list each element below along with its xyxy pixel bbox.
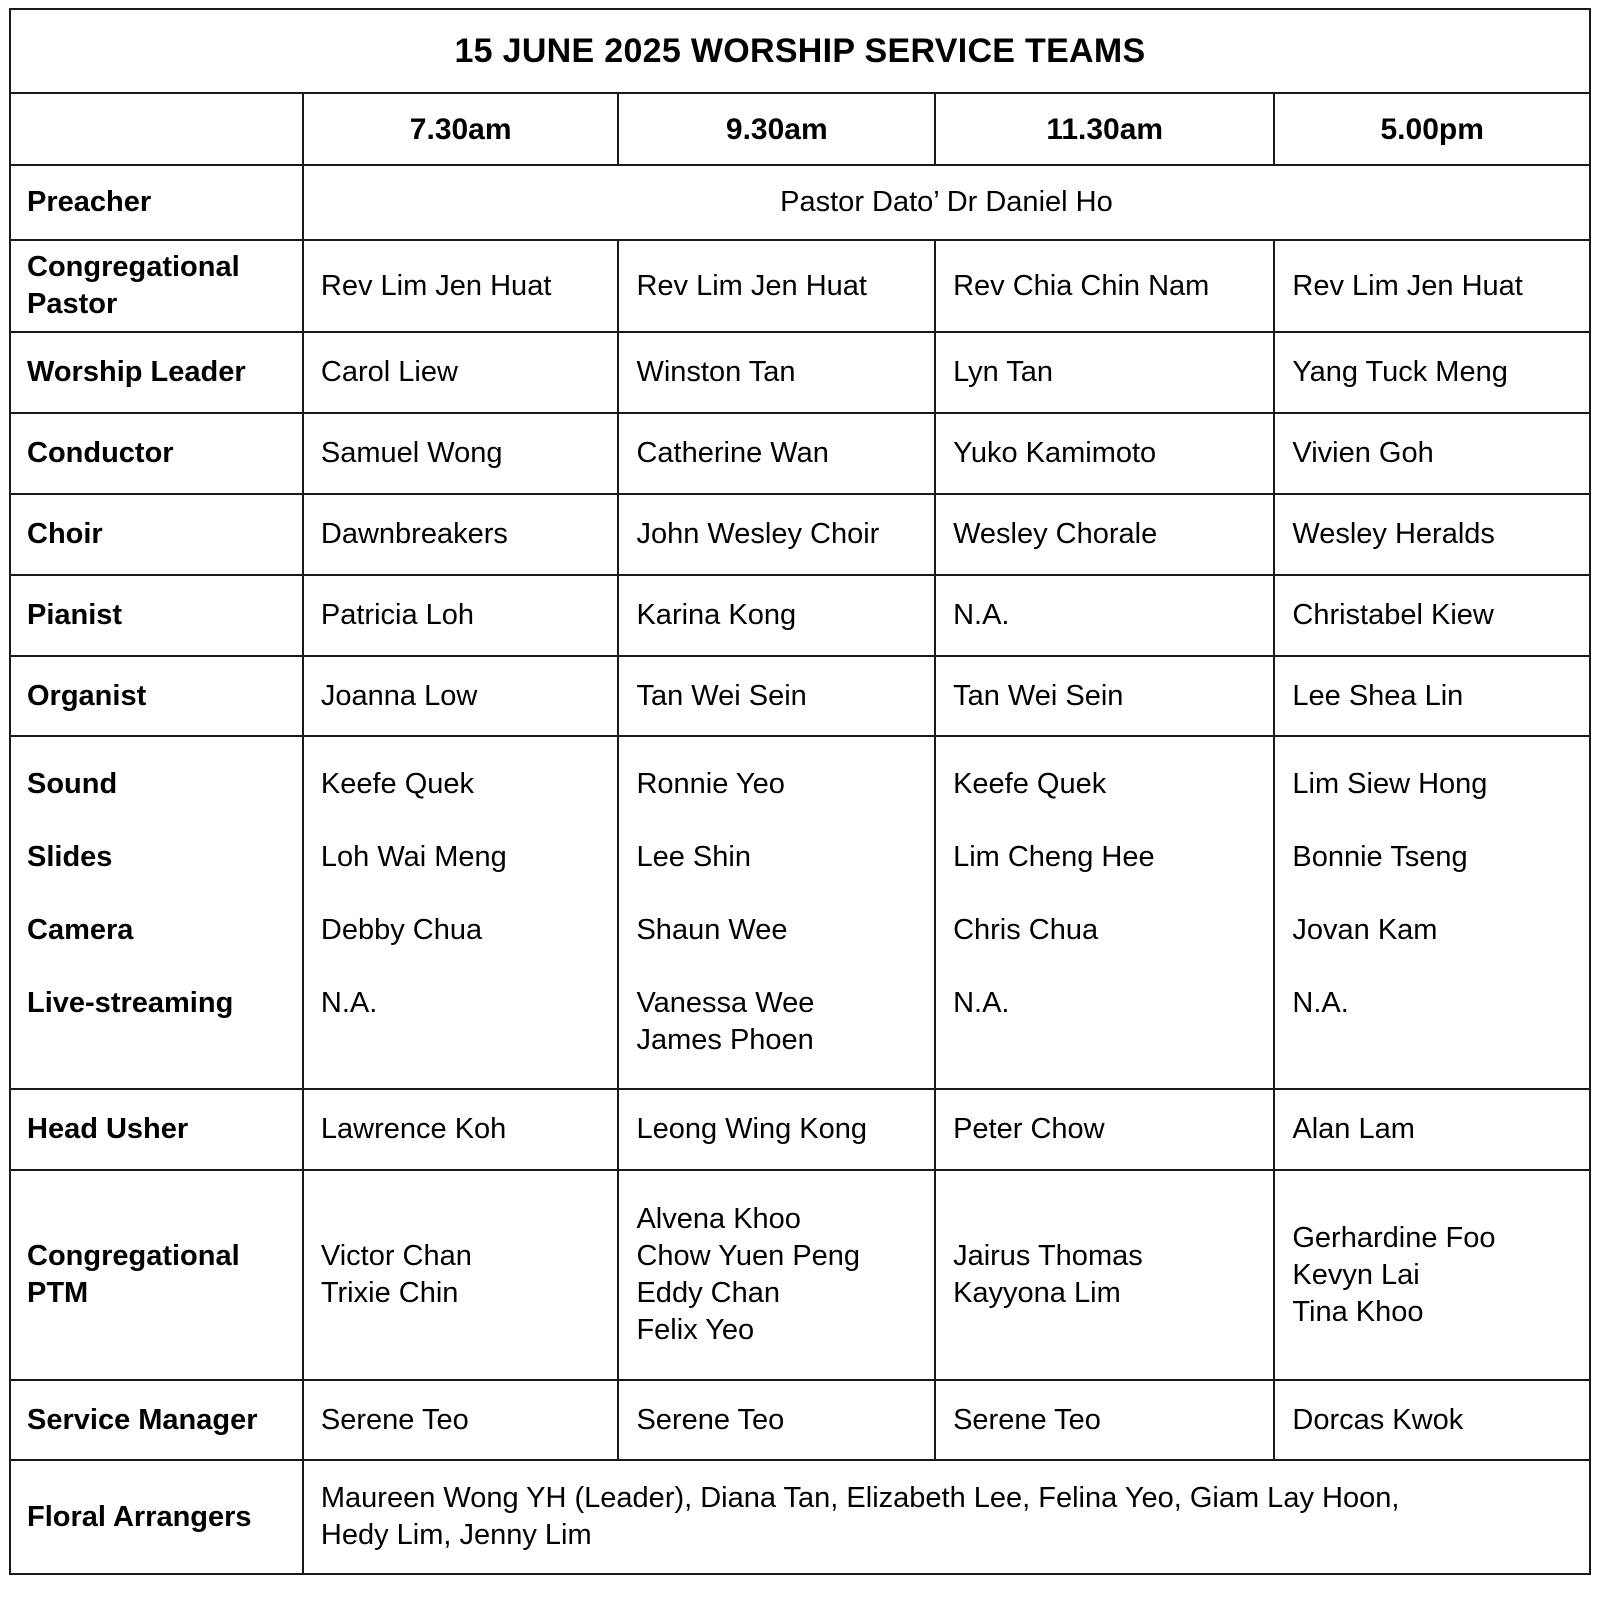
role-label: Pianist bbox=[10, 575, 303, 656]
role-label: Choir bbox=[10, 494, 303, 575]
ptm-name: Victor Chan bbox=[320, 1240, 472, 1272]
roster-cell: Peter Chow bbox=[935, 1089, 1274, 1170]
sound-name: Lim Siew Hong bbox=[1292, 768, 1488, 800]
time-header-1700: 5.00pm bbox=[1274, 93, 1590, 165]
roster-cell: Patricia Loh bbox=[303, 575, 619, 656]
roster-cell: John Wesley Choir bbox=[618, 494, 935, 575]
floral-arrangers-line: Maureen Wong YH (Leader), Diana Tan, Elizabeth Lee, Felina Yeo, Giam Lay Hoon, bbox=[320, 1482, 1400, 1514]
roster-cell: Serene Teo bbox=[618, 1380, 935, 1460]
choir-row bbox=[10, 494, 1590, 575]
roster-cell: Carol Liew bbox=[303, 332, 619, 413]
media-role-labels bbox=[10, 736, 303, 1089]
role-label: Conductor bbox=[10, 413, 303, 494]
ptm-name: Felix Yeo bbox=[636, 1314, 755, 1346]
role-label: Head Usher bbox=[10, 1089, 303, 1170]
ptm-cell-0730 bbox=[303, 1170, 619, 1380]
role-label: Service Manager bbox=[10, 1380, 303, 1460]
preacher-name: Pastor Dato’ Dr Daniel Ho bbox=[303, 165, 1590, 240]
sound-name: Ronnie Yeo bbox=[636, 768, 785, 800]
roster-cell: Vivien Goh bbox=[1274, 413, 1590, 494]
roster-cell: Wesley Chorale bbox=[935, 494, 1274, 575]
roster-cell: Leong Wing Kong bbox=[618, 1089, 935, 1170]
header-corner-cell bbox=[10, 93, 303, 165]
sound-name: Keefe Quek bbox=[953, 768, 1107, 800]
ptm-cell-1700 bbox=[1274, 1170, 1590, 1380]
head-usher-row bbox=[10, 1089, 1590, 1170]
roster-cell: Serene Teo bbox=[303, 1380, 619, 1460]
roster-cell: Rev Lim Jen Huat bbox=[618, 240, 935, 332]
role-label-line: Congregational bbox=[27, 1240, 240, 1272]
roster-cell: Wesley Heralds bbox=[1274, 494, 1590, 575]
role-label: Worship Leader bbox=[10, 332, 303, 413]
roster-cell: Samuel Wong bbox=[303, 413, 619, 494]
organist-row bbox=[10, 656, 1590, 736]
ptm-name: Tina Khoo bbox=[1292, 1295, 1424, 1328]
roster-cell: Serene Teo bbox=[935, 1380, 1274, 1460]
roster-cell: Lawrence Koh bbox=[303, 1089, 619, 1170]
time-header-0930: 9.30am bbox=[618, 93, 935, 165]
time-header-0730: 7.30am bbox=[303, 93, 619, 165]
media-cell-1130 bbox=[935, 736, 1274, 1089]
conductor-row bbox=[10, 413, 1590, 494]
floral-arrangers-cell bbox=[303, 1460, 1590, 1574]
roster-cell: Christabel Kiew bbox=[1274, 575, 1590, 656]
roster-cell: Lee Shea Lin bbox=[1274, 656, 1590, 736]
media-cell-1700 bbox=[1274, 736, 1590, 1089]
role-label-line: Congregational bbox=[27, 251, 240, 283]
livestream-name: N.A. bbox=[320, 987, 378, 1019]
times-header-row bbox=[10, 93, 1590, 165]
role-label-line: PTM bbox=[27, 1277, 89, 1309]
ptm-name: Eddy Chan bbox=[636, 1277, 780, 1309]
ptm-name: Alvena Khoo bbox=[636, 1203, 801, 1235]
media-team-row bbox=[10, 736, 1590, 1089]
role-label bbox=[10, 240, 303, 332]
slides-name: Lee Shin bbox=[636, 841, 751, 873]
role-label-line: Pastor bbox=[27, 288, 118, 320]
sound-name: Keefe Quek bbox=[320, 768, 475, 800]
pianist-row bbox=[10, 575, 1590, 656]
floral-arrangers-row bbox=[10, 1460, 1590, 1574]
camera-name: Chris Chua bbox=[953, 914, 1099, 946]
ptm-name: Trixie Chin bbox=[320, 1277, 459, 1309]
roster-cell: Tan Wei Sein bbox=[935, 656, 1274, 736]
role-label: Organist bbox=[10, 656, 303, 736]
livestream-name: James Phoen bbox=[636, 1024, 814, 1056]
roster-cell: Yang Tuck Meng bbox=[1274, 332, 1590, 413]
slides-name: Bonnie Tseng bbox=[1292, 841, 1468, 873]
camera-name: Shaun Wee bbox=[636, 914, 788, 946]
livestream-name: N.A. bbox=[953, 987, 1010, 1019]
role-label: Preacher bbox=[10, 165, 303, 240]
slides-name: Loh Wai Meng bbox=[320, 841, 507, 873]
ptm-name: Chow Yuen Peng bbox=[636, 1240, 861, 1272]
roster-cell: Dorcas Kwok bbox=[1274, 1380, 1590, 1460]
preacher-row bbox=[10, 165, 1590, 240]
ptm-name: Jairus Thomas bbox=[953, 1240, 1143, 1272]
ptm-cell-0930 bbox=[618, 1170, 935, 1380]
livestream-name: Vanessa Wee bbox=[636, 987, 815, 1019]
roster-cell: N.A. bbox=[935, 575, 1274, 656]
worship-roster-table bbox=[9, 8, 1591, 1575]
camera-name: Jovan Kam bbox=[1292, 914, 1438, 946]
roster-cell: Alan Lam bbox=[1274, 1089, 1590, 1170]
livestream-name: N.A. bbox=[1292, 987, 1349, 1019]
ptm-name: Kevyn Lai bbox=[1292, 1258, 1420, 1291]
roster-cell: Lyn Tan bbox=[935, 332, 1274, 413]
role-label: Slides bbox=[27, 841, 113, 873]
role-label bbox=[10, 1170, 303, 1380]
ptm-name: Gerhardine Foo bbox=[1292, 1221, 1496, 1254]
service-manager-row bbox=[10, 1380, 1590, 1460]
role-label: Live-streaming bbox=[27, 987, 234, 1019]
roster-cell: Rev Lim Jen Huat bbox=[1274, 240, 1590, 332]
worship-leader-row bbox=[10, 332, 1590, 413]
roster-cell: Karina Kong bbox=[618, 575, 935, 656]
ptm-name: Kayyona Lim bbox=[953, 1277, 1121, 1309]
roster-cell: Winston Tan bbox=[618, 332, 935, 413]
roster-cell: Catherine Wan bbox=[618, 413, 935, 494]
ptm-cell-1130 bbox=[935, 1170, 1274, 1380]
roster-cell: Tan Wei Sein bbox=[618, 656, 935, 736]
roster-cell: Rev Chia Chin Nam bbox=[935, 240, 1274, 332]
media-cell-0730 bbox=[303, 736, 619, 1089]
congregational-pastor-row bbox=[10, 240, 1590, 332]
roster-cell: Rev Lim Jen Huat bbox=[303, 240, 619, 332]
congregational-ptm-row bbox=[10, 1170, 1590, 1380]
role-label: Floral Arrangers bbox=[10, 1460, 303, 1574]
floral-arrangers-line: Hedy Lim, Jenny Lim bbox=[320, 1519, 592, 1551]
title-row bbox=[10, 9, 1590, 93]
role-label: Sound bbox=[27, 768, 118, 800]
roster-cell: Yuko Kamimoto bbox=[935, 413, 1274, 494]
media-cell-0930 bbox=[618, 736, 935, 1089]
camera-name: Debby Chua bbox=[320, 914, 483, 946]
roster-cell: Joanna Low bbox=[303, 656, 619, 736]
page-title: 15 JUNE 2025 WORSHIP SERVICE TEAMS bbox=[10, 9, 1590, 93]
slides-name: Lim Cheng Hee bbox=[953, 841, 1155, 873]
time-header-1130: 11.30am bbox=[935, 93, 1274, 165]
role-label: Camera bbox=[27, 914, 134, 946]
roster-cell: Dawnbreakers bbox=[303, 494, 619, 575]
